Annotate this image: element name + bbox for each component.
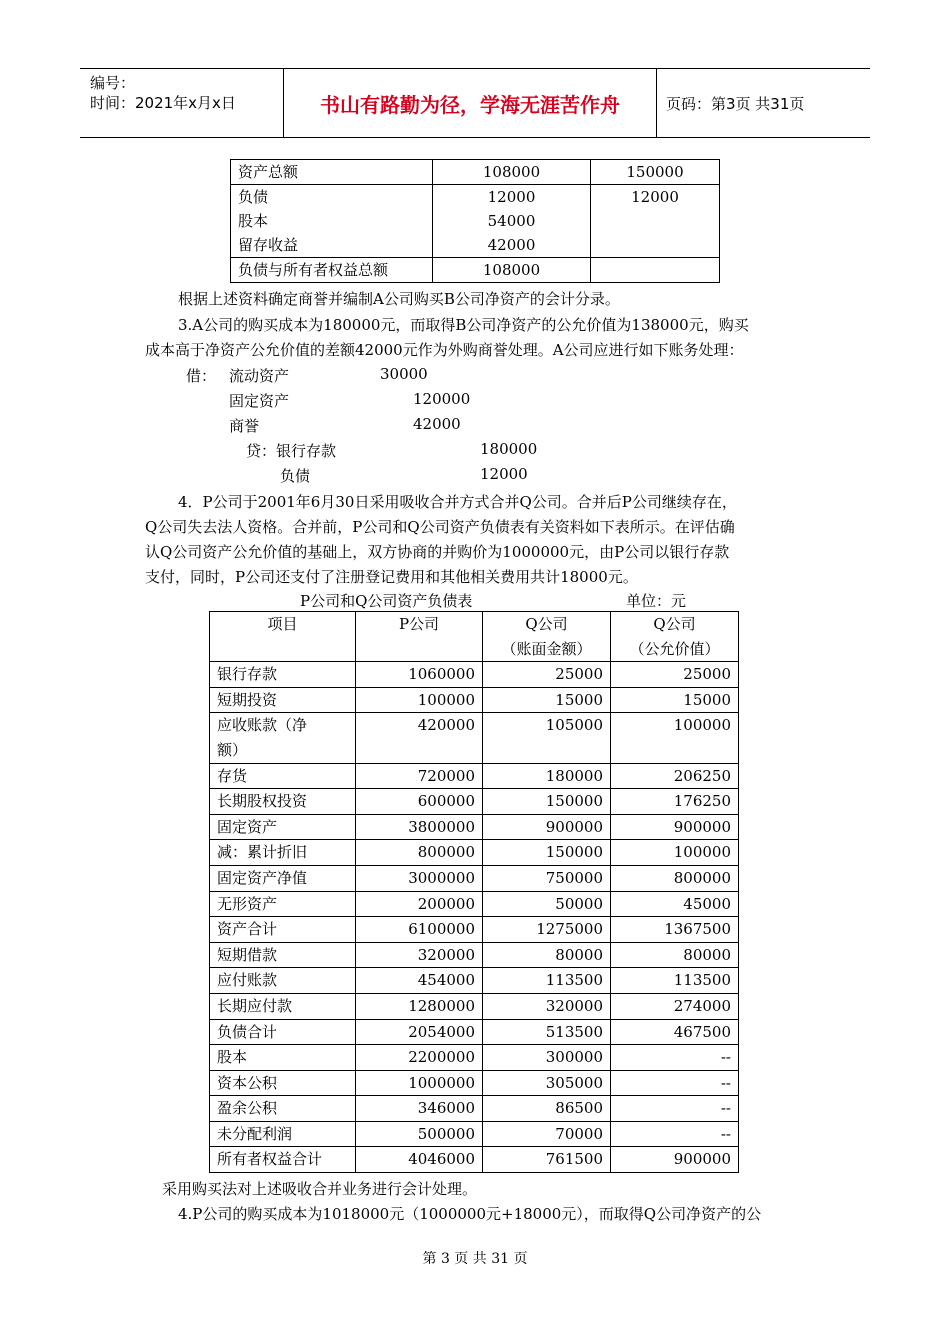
page-info: 页码：第3页 共31页: [666, 95, 805, 113]
table-row: 固定资产 3800000 900000 900000: [210, 814, 739, 840]
motto: 书山有路勤为径，学海无涯苦作舟: [284, 69, 657, 137]
journal-account: 流动资产: [229, 367, 290, 385]
col-header-q-fair: Q公司: [653, 615, 696, 633]
header-left-cell: [80, 69, 284, 137]
paragraph-line: 认Q公司资产公允价值的基础上，双方协商的并购价为1000000元，由P公司以银行存款: [145, 543, 730, 561]
table-row: 长期股权投资 600000 150000 176250: [210, 789, 739, 815]
journal-account: 商誉: [229, 417, 260, 435]
table-row: 股本 54000: [231, 209, 720, 233]
table-row: 股本 2200000 300000 --: [210, 1045, 739, 1071]
table-row: 短期投资 100000 15000 15000: [210, 687, 739, 713]
journal-amount: 42000: [413, 415, 461, 433]
journal-amount: 30000: [380, 365, 428, 383]
time-label: 时间：2021年x月x日: [90, 94, 236, 112]
col-header-p: P公司: [398, 615, 440, 633]
table-unit: 单位：元: [626, 592, 687, 610]
table-row: 固定资产净值 3000000 750000 800000: [210, 865, 739, 891]
journal-amount: 120000: [413, 390, 471, 408]
paragraph-line: 3.A公司的购买成本为180000元，而取得B公司净资产的公允价值为138000元，购买: [178, 316, 749, 334]
table-row: 短期借款 320000 80000 80000: [210, 942, 739, 968]
table-row: 应收账款（净 额） 420000 105000 100000: [210, 713, 739, 763]
paragraph-line: 4.P公司的购买成本为1018000元（1000000元+18000元），而取得Q公司净资产的公: [178, 1205, 762, 1223]
paragraph-line: Q公司失去法人资格。合并前，P公司和Q公司资产负债表有关资料如下表所示。在评估确: [145, 518, 735, 536]
col-header-item: 项目: [267, 615, 298, 633]
debit-label: 借：: [186, 367, 217, 385]
table-header-row: 项目 P公司 Q公司 （账面金额） Q公司 （公允价值）: [210, 612, 739, 662]
table-row: 资产总额 108000 150000: [231, 160, 720, 185]
table-row: 银行存款 1060000 25000 25000: [210, 662, 739, 688]
journal-account: 负债: [280, 467, 311, 485]
table-row: 资产合计 6100000 1275000 1367500: [210, 917, 739, 943]
journal-account: 贷：银行存款: [246, 442, 337, 460]
table-row: 应付账款 454000 113500 113500: [210, 968, 739, 994]
paragraph-line: 4．P公司于2001年6月30日采用吸收合并方式合并Q公司。合并后P公司继续存在，: [178, 493, 737, 511]
paragraph-line: 成本高于净资产公允价值的差额42000元作为外购商誉处理。A公司应进行如下账务处理：: [145, 341, 744, 359]
number-label: 编号：: [90, 74, 136, 92]
journal-account: 固定资产: [229, 392, 290, 410]
page-header: [80, 68, 870, 138]
table-row: 负债与所有者权益总额 108000: [231, 258, 720, 283]
page-footer: 第 3 页 共 31 页: [422, 1251, 528, 1267]
table-row: 未分配利润 500000 70000 --: [210, 1121, 739, 1147]
table-row: 减：累计折旧 800000 150000 100000: [210, 840, 739, 866]
journal-amount: 180000: [480, 440, 538, 458]
table-row: 所有者权益合计 4046000 761500 900000: [210, 1147, 739, 1173]
journal-amount: 12000: [480, 465, 528, 483]
balance-sheet-table: [209, 611, 739, 1173]
table-row: 无形资产 200000 50000 45000: [210, 891, 739, 917]
table-row: 负债 12000 12000: [231, 185, 720, 210]
paragraph-line: 根据上述资料确定商誉并编制A公司购买B公司净资产的会计分录。: [178, 290, 620, 308]
table-row: 盈余公积 346000 86500 --: [210, 1096, 739, 1122]
col-header-q-book: Q公司: [525, 615, 568, 633]
paragraph-line: 支付，同时，P公司还支付了注册登记费用和其他相关费用共计18000元。: [145, 568, 638, 586]
table-row: 存货 720000 180000 206250: [210, 763, 739, 789]
table-row: 资本公积 1000000 305000 --: [210, 1070, 739, 1096]
table-row: 长期应付款 1280000 320000 274000: [210, 993, 739, 1019]
table-row: 负债合计 2054000 513500 467500: [210, 1019, 739, 1045]
paragraph-line: 采用购买法对上述吸收合并业务进行会计处理。: [162, 1180, 478, 1198]
table-title: P公司和Q公司资产负债表: [300, 592, 473, 610]
balance-table-small: [230, 159, 720, 283]
table-row: 留存收益 42000: [231, 233, 720, 258]
